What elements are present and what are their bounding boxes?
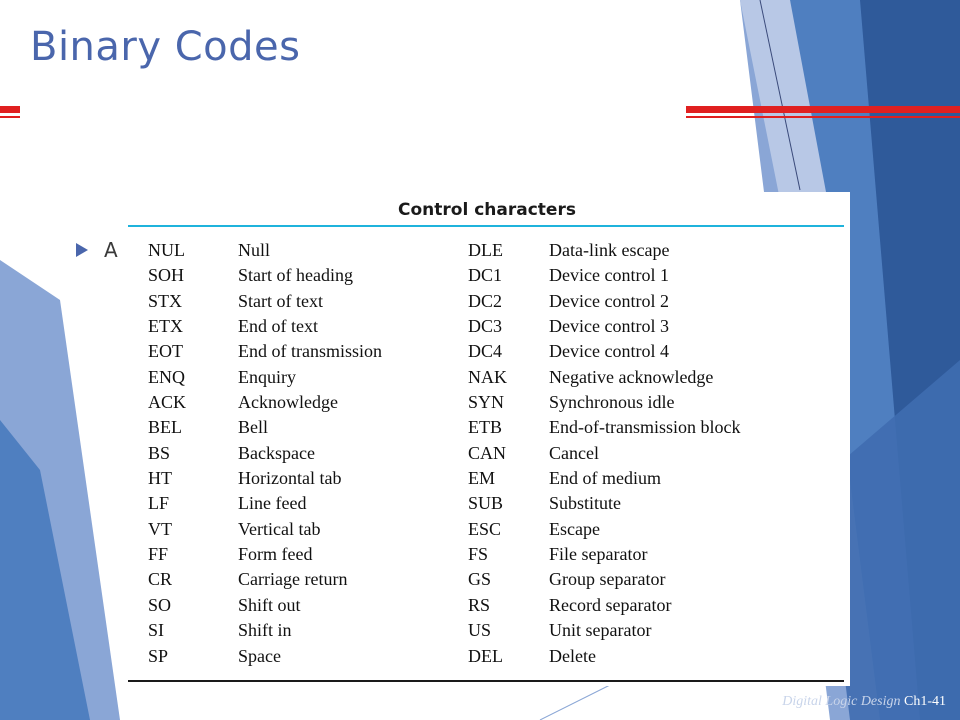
control-code: SP [148,645,169,666]
control-name: Form feed [238,544,313,565]
control-code: RS [468,594,491,615]
control-code: EOT [148,341,183,362]
control-name: Null [238,240,271,260]
control-code: US [468,620,492,641]
title-rule-left-thin [0,116,20,118]
control-code: ETX [148,316,183,337]
table-title: Control characters [398,200,576,220]
control-name: Device control 3 [549,316,669,337]
title-rule-right [686,106,960,113]
control-code: CR [148,569,173,590]
title-rule-left [0,106,20,113]
control-code: BS [148,442,171,463]
control-name: Shift in [238,620,292,641]
slide-footer [782,694,946,710]
slide-title: Binary Codes [30,24,301,70]
control-characters-table [124,192,850,686]
control-code: NAK [468,366,507,387]
control-code: STX [148,290,183,311]
control-name: Device control 1 [549,265,669,286]
control-name: Synchronous idle [549,392,675,413]
control-code: FF [148,544,169,565]
control-code: ETB [468,417,502,438]
control-name: End-of-transmission block [549,417,741,438]
control-code: ENQ [148,366,185,387]
control-code: CAN [468,442,507,463]
control-code: HT [148,468,172,489]
control-code: ACK [148,392,187,413]
control-code: DC1 [468,265,503,286]
table-header-rule [128,225,844,227]
control-name: File separator [549,544,648,565]
control-name: Space [238,645,281,666]
control-name: Backspace [238,442,315,463]
title-rule-right-thin [686,116,960,118]
bullet-text: A [104,238,118,262]
control-code: SI [148,620,165,641]
control-name: Record separator [549,594,672,615]
control-name: Escape [549,518,600,539]
control-name: Start of heading [238,265,353,286]
bullet-point [76,238,118,262]
control-code: SYN [468,392,505,413]
control-name: Unit separator [549,620,652,641]
table-bottom-rule [128,680,844,682]
control-code: ESC [468,518,502,539]
control-code: SUB [468,493,504,514]
control-name: Shift out [238,594,301,615]
control-code: SOH [148,265,185,286]
control-code: DC2 [468,290,503,311]
control-name: End of text [238,316,318,337]
control-name: Negative acknowledge [549,366,714,387]
bg-line [540,680,620,720]
control-name: Cancel [549,442,599,463]
bullet-arrow-icon [76,243,88,257]
footer-page: Ch1-41 [904,694,946,709]
control-code: DEL [468,645,503,666]
control-name: Bell [238,417,268,438]
control-code: DC4 [468,341,503,362]
footer-course: Digital Logic Design [782,694,901,709]
control-code: FS [468,544,489,565]
control-name: Group separator [549,569,666,590]
control-name: Enquiry [238,366,296,387]
control-code: VT [148,518,172,539]
control-name: Acknowledge [238,392,338,413]
control-name: Device control 2 [549,290,669,311]
control-code: NUL [148,240,185,260]
control-name: Vertical tab [238,518,321,539]
control-name: Delete [549,645,596,666]
control-name: Horizontal tab [238,468,342,489]
control-code: GS [468,569,492,590]
control-code: LF [148,493,170,514]
control-name: Carriage return [238,569,348,590]
control-name: Device control 4 [549,341,669,362]
control-name: Start of text [238,290,323,311]
control-name: Substitute [549,493,622,514]
control-code: BEL [148,417,182,438]
control-code: EM [468,468,495,489]
control-code: DC3 [468,316,503,337]
control-code: SO [148,594,172,615]
control-name: Data-link escape [549,240,670,260]
control-name: Line feed [238,493,307,514]
control-name: End of medium [549,468,661,489]
control-code: DLE [468,240,503,260]
control-name: End of transmission [238,341,382,362]
